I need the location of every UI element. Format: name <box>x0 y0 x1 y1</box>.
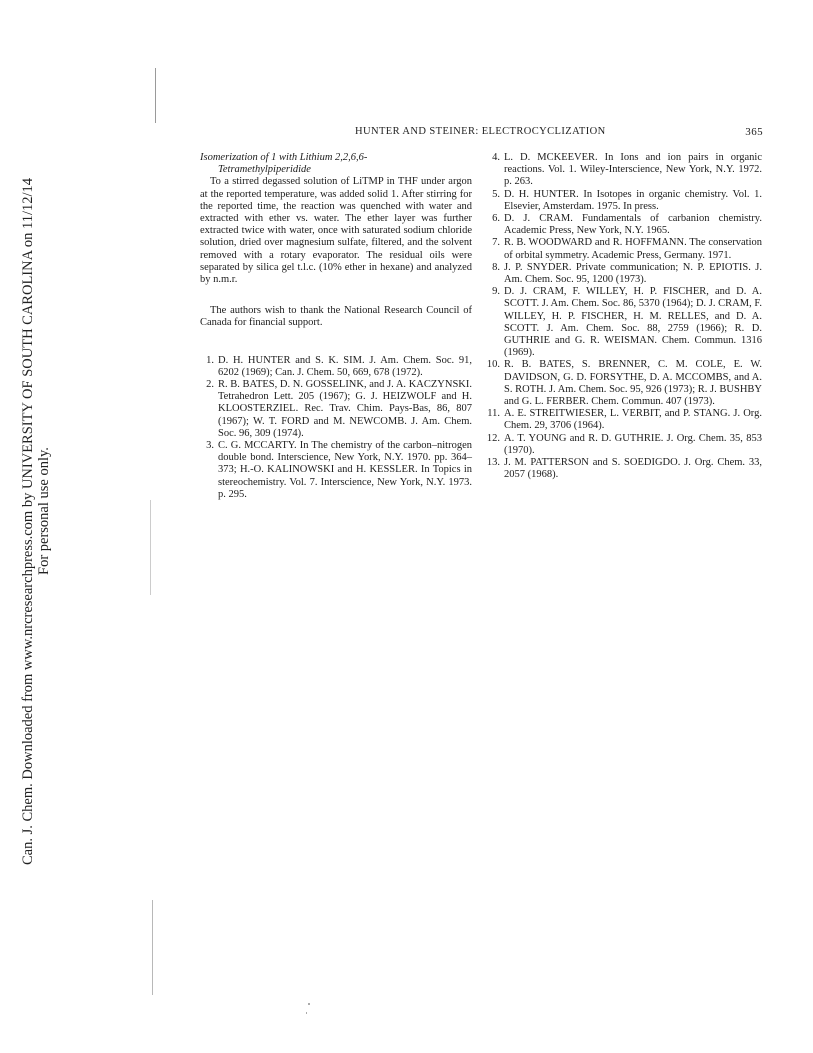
reference-number: 11. <box>487 408 500 420</box>
reference-item <box>486 286 762 359</box>
reference-item <box>486 152 762 189</box>
section-subheading <box>200 152 472 176</box>
reference-text: D. H. HUNTER. In Isotopes in organic chemistry. Vol. 1. Elsevier, Amsterdam. 1975. In press. <box>504 188 762 212</box>
reference-number: 12. <box>486 432 500 444</box>
acknowledgement-paragraph: The authors wish to thank the National Research Council of Canada for financial support. <box>200 305 472 329</box>
scan-speck <box>308 1003 310 1005</box>
reference-item <box>486 457 762 481</box>
subheading-line1: Isomerization of 1 with Lithium 2,2,6,6- <box>200 152 368 163</box>
procedure-paragraph: To a stirred degassed solution of LiTMP in THF under argon at the reported temperature, was added solid 1. After stirring for the reported time, the reaction was quenched with water and extracted with ether vs. water. The ether layer was further extracted twice with water, once with saturated sodium chloride solution, dried over magnesium sulfate, filtered, and the solvent removed with a rotary evaporator. The residual oils were separated by silica gel t.l.c. (10% ether in hexane) and analyzed by n.m.r. <box>200 176 472 286</box>
reference-item <box>486 213 762 237</box>
download-notice-line2: For personal use only. <box>36 447 52 575</box>
reference-text: D. H. HUNTER and S. K. SIM. J. Am. Chem. Soc. 91, 6202 (1969); Can. J. Chem. 50, 669, 678 (1972). <box>218 354 472 378</box>
reference-text: D. J. CRAM. Fundamentals of carbanion chemistry. Academic Press, New York, N.Y. 1965. <box>504 213 762 237</box>
reference-item <box>200 355 472 379</box>
reference-text: D. J. CRAM, F. WILLEY, H. P. FISCHER, and D. A. SCOTT. J. Am. Chem. Soc. 86, 5370 (1964); D. J. CRAM, F. WILLEY, H. P. FISCHER, H. M. RELLES, and D. A. SCOTT. J. Am. Chem. Soc. 88, 2759 (1966); R. D. GUTHRIE and G. R. WEISMAN. Chem. Commun. 1316 (1969). <box>504 286 762 359</box>
reference-list-right <box>486 152 762 481</box>
reference-item <box>486 237 762 261</box>
reference-number: 5. <box>492 188 500 200</box>
scan-speck <box>306 1012 307 1014</box>
reference-number: 10. <box>486 359 500 371</box>
reference-item <box>200 379 472 440</box>
reference-number: 4. <box>492 152 500 163</box>
download-notice-line1: Can. J. Chem. Downloaded from www.nrcresearchpress.com by UNIVERSITY OF SOUTH CAROLINA on 11/12/14 <box>20 177 36 865</box>
reference-number: 7. <box>492 237 500 249</box>
reference-number: 13. <box>486 457 500 469</box>
reference-item <box>200 440 472 501</box>
reference-item <box>486 359 762 408</box>
reference-list-left <box>200 355 472 501</box>
right-column <box>486 152 762 481</box>
reference-text: R. B. WOODWARD and R. HOFFMANN. The conservation of orbital symmetry. Academic Press, Germany. 1971. <box>504 237 762 261</box>
scan-edge-mark-mid <box>150 500 151 595</box>
reference-text: L. D. MCKEEVER. In Ions and ion pairs in organic reactions. Vol. 1. Wiley-Interscience, New York, N.Y. 1972. p. 263. <box>504 152 762 188</box>
reference-item <box>486 189 762 213</box>
scan-edge-mark-top <box>155 68 156 123</box>
scan-edge-mark-bottom <box>152 900 153 995</box>
reference-text: A. T. YOUNG and R. D. GUTHRIE. J. Org. Chem. 35, 853 (1970). <box>504 432 762 456</box>
subheading-line2: Tetramethylpiperidide <box>218 164 311 176</box>
reference-number: 8. <box>492 261 500 273</box>
left-column <box>200 152 472 501</box>
running-title: HUNTER AND STEINER: ELECTROCYCLIZATION <box>355 126 606 137</box>
reference-number: 6. <box>492 213 500 225</box>
download-watermark <box>0 0 52 1053</box>
reference-item <box>486 408 762 432</box>
reference-number: 3. <box>206 440 214 452</box>
reference-number: 9. <box>492 286 500 298</box>
reference-item <box>486 262 762 286</box>
reference-text: A. E. STREITWIESER, L. VERBIT, and P. STANG. J. Org. Chem. 29, 3706 (1964). <box>504 408 762 432</box>
reference-number: 1. <box>206 354 214 366</box>
reference-text: C. G. MCCARTY. In The chemistry of the carbon–nitrogen double bond. Interscience, New York, N.Y. 1970. pp. 364–373; H.-O. KALINOWSKI and H. KESSLER. In Topics in stereochemistry. Vol. 7. Interscience, New York, N.Y. 1973. p. 295. <box>218 440 472 500</box>
reference-item <box>486 433 762 457</box>
reference-number: 2. <box>206 379 214 391</box>
download-notice <box>20 0 52 865</box>
reference-text: R. B. BATES, S. BRENNER, C. M. COLE, E. W. DAVIDSON, G. D. FORSYTHE, D. A. MCCOMBS, and A. S. ROTH. J. Am. Chem. Soc. 95, 926 (1973); R. J. BUSHBY and G. L. FERBER. Chem. Commun. 407 (1973). <box>504 359 762 408</box>
page-number: 365 <box>745 126 763 138</box>
reference-text: R. B. BATES, D. N. GOSSELINK, and J. A. KACZYNSKI. Tetrahedron Lett. 205 (1967); G. J. HEIZWOLF and H. KLOOSTERZIEL. Rec. Trav. Chim. Pays-Bas, 86, 807 (1967); W. T. FORD and M. NEWCOMB. J. Am. Chem. Soc. 96, 309 (1974). <box>218 379 472 439</box>
reference-text: J. M. PATTERSON and S. SOEDIGDO. J. Org. Chem. 33, 2057 (1968). <box>504 457 762 481</box>
reference-text: J. P. SNYDER. Private communication; N. P. EPIOTIS. J. Am. Chem. Soc. 95, 1200 (1973). <box>504 261 762 286</box>
running-header <box>200 126 763 140</box>
